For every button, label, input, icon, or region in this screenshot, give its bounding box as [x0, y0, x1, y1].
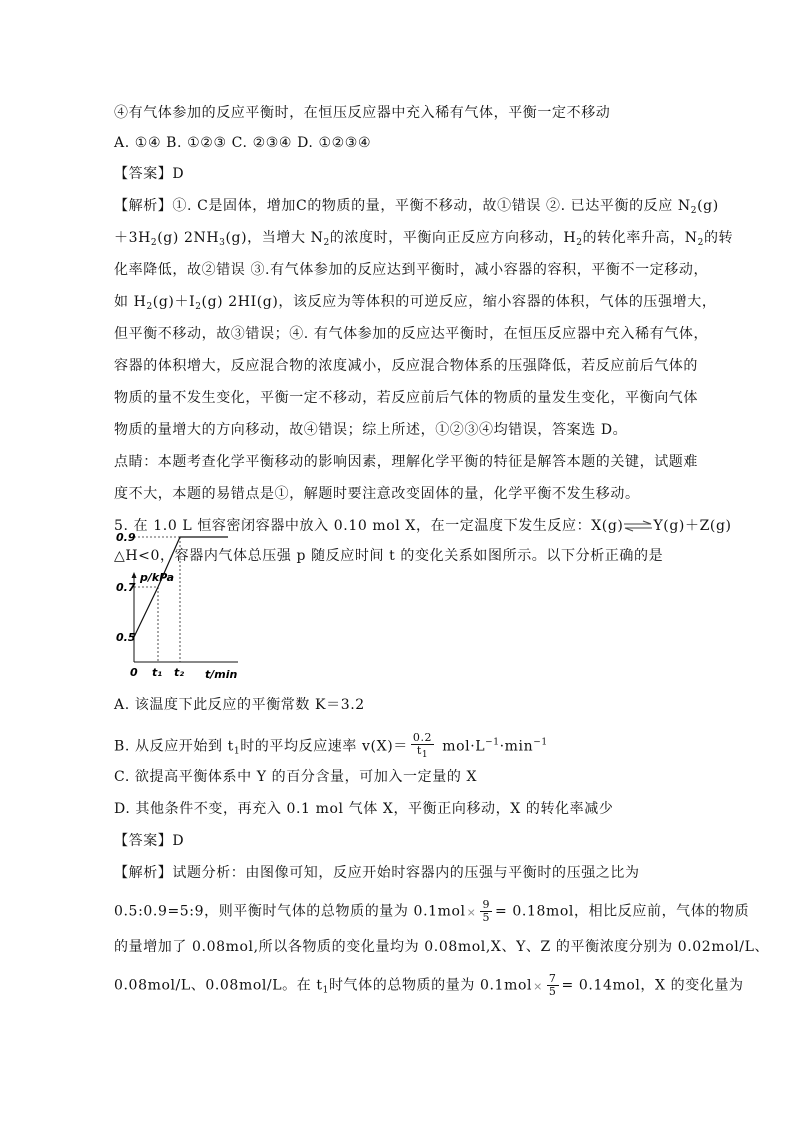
text: (g) 2NH	[157, 230, 220, 246]
explanation-line	[114, 420, 627, 440]
numerator: 0.2	[412, 731, 433, 744]
y-tick-label: 0.9	[116, 531, 136, 544]
text: (g)，当增大 N	[225, 230, 324, 246]
answer-label: 【答案】D	[114, 833, 185, 849]
option-d	[114, 799, 613, 819]
subscript: 1	[421, 750, 429, 760]
y-tick-label: 0.5	[116, 631, 136, 644]
multiply-sign: ×	[466, 905, 477, 919]
numerator: 7	[548, 972, 557, 985]
y-axis-label: p/kPa	[140, 571, 174, 584]
statement-4: ④有气体参加的反应平衡时，在恒压反应器中充入稀有气体，平衡一定不移动	[114, 105, 611, 121]
subscript: 1	[322, 985, 329, 996]
x-tick-label: 0	[130, 666, 138, 679]
text: t	[416, 744, 422, 757]
text: 时的平均反应速率 v(X)＝	[240, 738, 408, 755]
text: ·min	[499, 738, 534, 755]
text: 的转化率升高，N	[582, 230, 698, 246]
options-line	[114, 133, 371, 153]
analysis-line	[114, 863, 640, 883]
text: 0.5:0.9=5:9，则平衡时气体的总物质的量为 0.1mol	[114, 903, 466, 920]
subscript: 2	[150, 238, 158, 248]
answer-label: 【答案】D	[114, 166, 185, 182]
superscript: −1	[485, 737, 500, 748]
answer-line	[114, 164, 184, 184]
fraction	[547, 973, 559, 998]
x-axis-label: t/min	[205, 668, 238, 681]
analysis-line	[114, 937, 769, 957]
text: △H<0，容器内气体总压强 p 随反应时间 t 的变化关系如图所示。以下分析正确的是	[114, 548, 664, 564]
subscript: 2	[576, 238, 583, 248]
option-a	[114, 695, 365, 715]
text: 度不大，本题的易错点是①，解题时要注意改变固体的量，化学平衡不发生移动。	[114, 486, 640, 502]
text: C. 欲提高平衡体系中 Y 的百分含量，可加入一定量的 X	[114, 769, 478, 785]
answer-line	[114, 831, 184, 851]
subscript: 2	[697, 238, 704, 248]
analysis-line	[114, 973, 744, 1001]
text-line	[114, 103, 610, 123]
option-b	[114, 732, 548, 762]
text: (g)＋I	[152, 294, 196, 310]
text: 0.08mol/L、0.08mol/L。在 t	[114, 977, 323, 994]
pressure-time-chart	[112, 531, 242, 682]
text: 的转	[703, 230, 734, 246]
text: 的浓度时，平衡向正反应方向移动，H	[329, 230, 577, 246]
tip-line	[114, 452, 698, 472]
text: = 0.14mol，X 的变化量为	[561, 977, 744, 994]
text: 【解析】试题分析：由图像可知，反应开始时容器内的压强与平衡时的压强之比为	[114, 865, 640, 881]
explanation-line	[114, 388, 698, 408]
analysis-line	[114, 899, 749, 924]
explanation-line	[114, 196, 719, 221]
text: mol·L	[437, 738, 486, 755]
text: 物质的量不发生变化，平衡一定不移动，若反应前后气体的物质的量发生变化，平衡向气体	[114, 390, 698, 406]
subscript: 2	[323, 238, 330, 248]
text: = 0.18mol，相比反应前，气体的物质	[495, 903, 750, 920]
x-tick-label: t₁	[152, 666, 163, 679]
text: Y(g)＋Z(g)	[653, 518, 732, 534]
question-options: A. ①④ B. ①②③ C. ②③④ D. ①②③④	[114, 135, 372, 151]
option-c	[114, 767, 477, 787]
text: 化率降低，故②错误 ③.有气体参加的反应达到平衡时，减小容器的容积，平衡不一定移动，	[114, 262, 709, 278]
text: D. 其他条件不变，再充入 0.1 mol 气体 X，平衡正向移动，X 的转化率减少	[114, 801, 614, 817]
denominator: 5	[482, 911, 491, 924]
text: 如 H	[114, 294, 147, 310]
text: 但平衡不移动，故③错误；④. 有气体参加的反应达平衡时，在恒压反应器中充入稀有气体，	[114, 326, 709, 342]
subscript: 1	[233, 746, 241, 757]
text: 点睛：本题考查化学平衡移动的影响因素，理解化学平衡的特征是解答本题的关键，试题难	[114, 454, 698, 470]
text: ＋3H	[114, 230, 151, 246]
text: B. 从反应开始到 t	[114, 738, 234, 755]
text: 【解析】①. C是固体，增加C的物质的量，平衡不移动，故①错误 ②. 已达平衡的反应 N	[114, 198, 691, 214]
x-tick-label: t₂	[174, 666, 185, 679]
subscript: 2	[690, 206, 698, 216]
text: 容器的体积增大，反应混合物的浓度减小，反应混合物体系的压强降低，若反应前后气体的	[114, 358, 698, 374]
subscript: 2	[146, 302, 153, 312]
text: (g)	[697, 198, 719, 214]
explanation-line	[114, 292, 716, 317]
text: 5. 在 1.0 L 恒容密闭容器中放入 0.10 mol X，在一定温度下发生反应：X(g)	[114, 518, 624, 534]
text: A. 该温度下此反应的平衡常数 K＝3.2	[114, 697, 365, 713]
explanation-line	[114, 324, 708, 344]
denominator: 5	[548, 985, 557, 998]
explanation-line	[114, 228, 733, 253]
subscript: 3	[219, 238, 226, 248]
text: 的量增加了 0.08mol,所以各物质的变化量均为 0.08mol,X、Y、Z 的平衡浓度分别为 0.02mol/L、	[114, 939, 770, 955]
y-tick-label: 0.7	[116, 581, 136, 594]
tip-line	[114, 484, 640, 504]
multiply-sign: ×	[533, 979, 543, 993]
superscript: −1	[533, 737, 548, 748]
numerator: 9	[482, 898, 491, 911]
explanation-line	[114, 260, 708, 280]
text: 物质的量增大的方向移动，故④错误；综上所述，①②③④均错误，答案选 D。	[114, 422, 628, 438]
text: (g) 2HI(g)，该反应为等体积的可逆反应，缩小容器的体积，气体的压强增大，	[201, 294, 717, 310]
question-5-stem	[114, 546, 663, 566]
subscript: 2	[195, 302, 202, 312]
text: 时气体的总物质的量为 0.1mol	[328, 977, 533, 994]
chart-axes	[132, 572, 239, 662]
explanation-line	[114, 356, 698, 376]
question-5-stem	[114, 516, 732, 536]
fraction	[411, 732, 434, 761]
equilibrium-arrow-icon	[623, 521, 653, 531]
fraction	[480, 899, 492, 924]
denominator	[411, 745, 434, 761]
